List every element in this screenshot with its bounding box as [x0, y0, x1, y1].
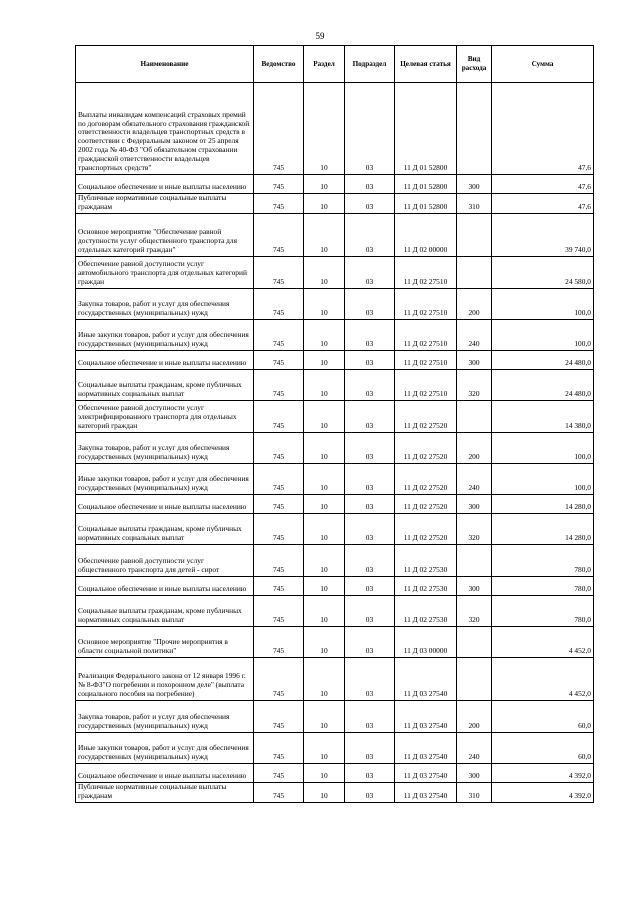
cell-section: 10 — [304, 657, 345, 700]
cell-expense — [457, 400, 492, 432]
cell-dept: 745 — [254, 319, 304, 350]
cell-expense: 320 — [457, 369, 492, 400]
cell-expense: 240 — [457, 732, 492, 763]
cell-target: 11 Д 02 00000 — [395, 213, 457, 256]
cell-section: 10 — [304, 400, 345, 432]
table-row — [76, 319, 594, 350]
cell-name: Публичные нормативные социальные выплаты гражданам — [76, 194, 254, 214]
cell-target: 11 Д 02 27510 — [395, 319, 457, 350]
budget-table — [75, 45, 594, 803]
cell-name: Выплаты инвалидам компенсаций страховых премий по договорам обязательного страхования гражданской ответственности владельцев транспортных средств в соответствии с Федеральным законом от 25 апреля 2002 года № 40-ФЗ "Об обязательном страховании гражданской ответственности владельцев транспортных средств" — [76, 83, 254, 175]
header-sum: Сумма — [492, 46, 594, 83]
cell-sum: 100,0 — [492, 288, 594, 319]
cell-sum: 24 480,0 — [492, 369, 594, 400]
cell-target: 11 Д 02 27520 — [395, 463, 457, 494]
cell-subsection: 03 — [345, 288, 395, 319]
cell-section: 10 — [304, 700, 345, 732]
cell-dept: 745 — [254, 595, 304, 626]
cell-subsection: 03 — [345, 213, 395, 256]
page-number: 59 — [315, 31, 325, 41]
cell-sum: 47,6 — [492, 175, 594, 194]
cell-section: 10 — [304, 319, 345, 350]
cell-dept: 745 — [254, 626, 304, 657]
cell-dept: 745 — [254, 732, 304, 763]
cell-expense: 320 — [457, 595, 492, 626]
cell-sum: 100,0 — [492, 319, 594, 350]
cell-expense: 200 — [457, 700, 492, 732]
cell-section: 10 — [304, 213, 345, 256]
cell-expense: 310 — [457, 782, 492, 802]
cell-dept: 745 — [254, 194, 304, 214]
cell-subsection: 03 — [345, 595, 395, 626]
cell-sum: 100,0 — [492, 432, 594, 463]
cell-subsection: 03 — [345, 782, 395, 802]
cell-dept: 745 — [254, 513, 304, 544]
cell-expense: 300 — [457, 494, 492, 513]
cell-expense — [457, 544, 492, 576]
table-row — [76, 576, 594, 595]
cell-name: Иные закупки товаров, работ и услуг для обеспечения государственных (муниципальных) нужд — [76, 463, 254, 494]
header-name: Наименование — [76, 46, 254, 83]
table-row — [76, 350, 594, 369]
cell-dept: 745 — [254, 400, 304, 432]
cell-target: 11 Д 03 27540 — [395, 782, 457, 802]
cell-sum: 4 452,0 — [492, 657, 594, 700]
table-row — [76, 700, 594, 732]
cell-dept: 745 — [254, 463, 304, 494]
cell-name: Публичные нормативные социальные выплаты гражданам — [76, 782, 254, 802]
cell-target: 11 Д 02 27520 — [395, 513, 457, 544]
cell-dept: 745 — [254, 288, 304, 319]
cell-subsection: 03 — [345, 256, 395, 288]
cell-expense — [457, 626, 492, 657]
cell-section: 10 — [304, 288, 345, 319]
cell-dept: 745 — [254, 175, 304, 194]
cell-sum: 47,6 — [492, 194, 594, 214]
header-subsection: Подраздел — [345, 46, 395, 83]
cell-expense — [457, 657, 492, 700]
cell-name: Обеспечение равной доступности услуг электрифицированного транспорта для отдельных категорий граждан — [76, 400, 254, 432]
cell-subsection: 03 — [345, 544, 395, 576]
cell-dept: 745 — [254, 350, 304, 369]
cell-section: 10 — [304, 513, 345, 544]
cell-expense — [457, 83, 492, 175]
cell-expense: 300 — [457, 763, 492, 782]
cell-subsection: 03 — [345, 175, 395, 194]
cell-target: 11 Д 02 27530 — [395, 595, 457, 626]
cell-sum: 14 280,0 — [492, 494, 594, 513]
cell-target: 11 Д 01 52800 — [395, 194, 457, 214]
cell-name: Основное мероприятие "Прочие мероприятия в области социальной политики" — [76, 626, 254, 657]
cell-sum: 47,6 — [492, 83, 594, 175]
table-row — [76, 595, 594, 626]
cell-name: Социальное обеспечение и иные выплаты населению — [76, 175, 254, 194]
cell-subsection: 03 — [345, 400, 395, 432]
cell-section: 10 — [304, 494, 345, 513]
cell-expense: 200 — [457, 288, 492, 319]
cell-name: Социальные выплаты гражданам, кроме публичных нормативных социальных выплат — [76, 369, 254, 400]
cell-name: Иные закупки товаров, работ и услуг для обеспечения государственных (муниципальных) нужд — [76, 732, 254, 763]
cell-subsection: 03 — [345, 194, 395, 214]
cell-expense — [457, 256, 492, 288]
cell-subsection: 03 — [345, 83, 395, 175]
header-dept: Ведомство — [254, 46, 304, 83]
cell-section: 10 — [304, 256, 345, 288]
cell-name: Основное мероприятие "Обеспечение равной доступности услуг общественного транспорта для отдельных категорий граждан" — [76, 213, 254, 256]
table-row — [76, 463, 594, 494]
cell-target: 11 Д 02 27510 — [395, 256, 457, 288]
table-row — [76, 175, 594, 194]
cell-sum: 100,0 — [492, 463, 594, 494]
table-row — [76, 782, 594, 802]
table-row — [76, 432, 594, 463]
cell-name: Иные закупки товаров, работ и услуг для обеспечения государственных (муниципальных) нужд — [76, 319, 254, 350]
table-row — [76, 256, 594, 288]
cell-section: 10 — [304, 175, 345, 194]
header-target: Целевая статья — [395, 46, 457, 83]
cell-section: 10 — [304, 369, 345, 400]
table-row — [76, 83, 594, 175]
cell-subsection: 03 — [345, 350, 395, 369]
table-row — [76, 626, 594, 657]
cell-subsection: 03 — [345, 763, 395, 782]
cell-subsection: 03 — [345, 626, 395, 657]
cell-name: Реализация Федерального закона от 12 января 1996 г. № 8-ФЗ"О погребении и похоронном деле" (выплата социального пособия на погребение) — [76, 657, 254, 700]
cell-sum: 780,0 — [492, 595, 594, 626]
cell-target: 11 Д 02 27520 — [395, 494, 457, 513]
cell-sum: 780,0 — [492, 544, 594, 576]
cell-name: Обеспечение равной доступности услуг общественного транспорта для детей - сирот — [76, 544, 254, 576]
cell-sum: 24 580,0 — [492, 256, 594, 288]
cell-sum: 780,0 — [492, 576, 594, 595]
cell-target: 11 Д 02 27530 — [395, 576, 457, 595]
cell-sum: 14 280,0 — [492, 513, 594, 544]
cell-target: 11 Д 02 27510 — [395, 288, 457, 319]
cell-section: 10 — [304, 782, 345, 802]
cell-dept: 745 — [254, 700, 304, 732]
cell-section: 10 — [304, 432, 345, 463]
cell-subsection: 03 — [345, 432, 395, 463]
cell-expense — [457, 213, 492, 256]
table-row — [76, 763, 594, 782]
cell-subsection: 03 — [345, 494, 395, 513]
cell-target: 11 Д 03 27540 — [395, 732, 457, 763]
cell-sum: 60,0 — [492, 700, 594, 732]
table-row — [76, 494, 594, 513]
cell-dept: 745 — [254, 83, 304, 175]
cell-expense: 300 — [457, 175, 492, 194]
table-row — [76, 194, 594, 214]
cell-name: Закупка товаров, работ и услуг для обеспечения государственных (муниципальных) нужд — [76, 700, 254, 732]
cell-section: 10 — [304, 544, 345, 576]
cell-name: Социальные выплаты гражданам, кроме публичных нормативных социальных выплат — [76, 595, 254, 626]
cell-name: Социальное обеспечение и иные выплаты населению — [76, 350, 254, 369]
cell-section: 10 — [304, 576, 345, 595]
cell-name: Социальные выплаты гражданам, кроме публичных нормативных социальных выплат — [76, 513, 254, 544]
cell-name: Обеспечение равной доступности услуг автомобильного транспорта для отдельных категорий граждан — [76, 256, 254, 288]
cell-sum: 60,0 — [492, 732, 594, 763]
cell-name: Социальное обеспечение и иные выплаты населению — [76, 763, 254, 782]
table-row — [76, 544, 594, 576]
table-row — [76, 400, 594, 432]
cell-subsection: 03 — [345, 657, 395, 700]
cell-sum: 39 740,0 — [492, 213, 594, 256]
cell-expense: 240 — [457, 319, 492, 350]
cell-section: 10 — [304, 595, 345, 626]
cell-subsection: 03 — [345, 513, 395, 544]
table-row — [76, 288, 594, 319]
cell-dept: 745 — [254, 763, 304, 782]
cell-section: 10 — [304, 763, 345, 782]
cell-subsection: 03 — [345, 576, 395, 595]
cell-sum: 4 392,0 — [492, 782, 594, 802]
cell-name: Закупка товаров, работ и услуг для обеспечения государственных (муниципальных) нужд — [76, 432, 254, 463]
cell-target: 11 Д 03 27540 — [395, 657, 457, 700]
cell-sum: 4 452,0 — [492, 626, 594, 657]
cell-name: Социальное обеспечение и иные выплаты населению — [76, 494, 254, 513]
cell-section: 10 — [304, 194, 345, 214]
cell-dept: 745 — [254, 782, 304, 802]
cell-sum: 4 392,0 — [492, 763, 594, 782]
table-row — [76, 513, 594, 544]
cell-expense: 200 — [457, 432, 492, 463]
cell-target: 11 Д 02 27510 — [395, 350, 457, 369]
cell-target: 11 Д 03 27540 — [395, 700, 457, 732]
cell-name: Закупка товаров, работ и услуг для обеспечения государственных (муниципальных) нужд — [76, 288, 254, 319]
cell-section: 10 — [304, 350, 345, 369]
cell-expense: 320 — [457, 513, 492, 544]
cell-section: 10 — [304, 83, 345, 175]
cell-target: 11 Д 02 27510 — [395, 369, 457, 400]
cell-target: 11 Д 02 27520 — [395, 432, 457, 463]
table-row — [76, 213, 594, 256]
cell-section: 10 — [304, 626, 345, 657]
cell-dept: 745 — [254, 657, 304, 700]
header-section: Раздел — [304, 46, 345, 83]
cell-subsection: 03 — [345, 700, 395, 732]
cell-dept: 745 — [254, 576, 304, 595]
cell-section: 10 — [304, 732, 345, 763]
cell-dept: 745 — [254, 213, 304, 256]
table-row — [76, 369, 594, 400]
cell-section: 10 — [304, 463, 345, 494]
cell-dept: 745 — [254, 544, 304, 576]
cell-sum: 24 480,0 — [492, 350, 594, 369]
cell-target: 11 Д 01 52800 — [395, 175, 457, 194]
cell-dept: 745 — [254, 494, 304, 513]
cell-target: 11 Д 01 52800 — [395, 83, 457, 175]
table-row — [76, 657, 594, 700]
cell-target: 11 Д 02 27520 — [395, 400, 457, 432]
cell-expense: 240 — [457, 463, 492, 494]
cell-expense: 300 — [457, 576, 492, 595]
cell-target: 11 Д 03 00000 — [395, 626, 457, 657]
cell-sum: 14 380,0 — [492, 400, 594, 432]
header-expense: Вид расхода — [457, 46, 492, 83]
cell-target: 11 Д 02 27530 — [395, 544, 457, 576]
cell-subsection: 03 — [345, 463, 395, 494]
cell-subsection: 03 — [345, 369, 395, 400]
table-header-row — [76, 46, 594, 83]
cell-dept: 745 — [254, 432, 304, 463]
cell-expense: 310 — [457, 194, 492, 214]
cell-name: Социальное обеспечение и иные выплаты населению — [76, 576, 254, 595]
cell-subsection: 03 — [345, 319, 395, 350]
cell-target: 11 Д 03 27540 — [395, 763, 457, 782]
cell-dept: 745 — [254, 369, 304, 400]
cell-dept: 745 — [254, 256, 304, 288]
cell-subsection: 03 — [345, 732, 395, 763]
table-row — [76, 732, 594, 763]
cell-expense: 300 — [457, 350, 492, 369]
